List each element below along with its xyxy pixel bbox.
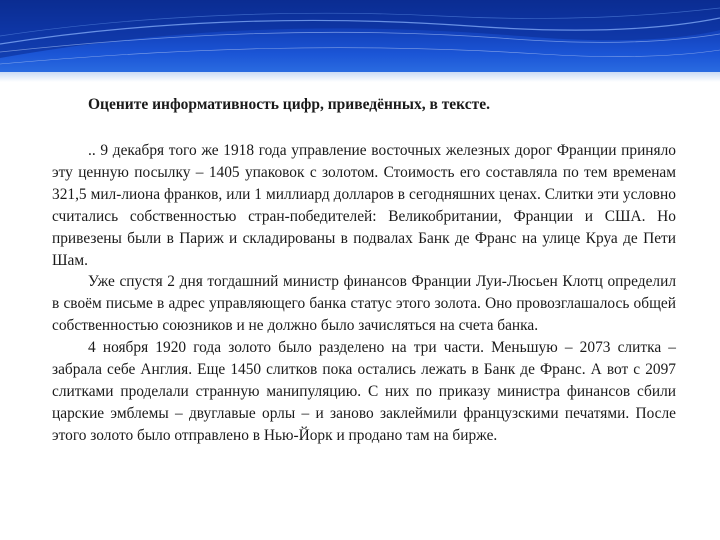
header-decoration: [0, 0, 720, 72]
header-fade: [0, 72, 720, 82]
header-band: [0, 0, 720, 72]
paragraph-3: 4 ноября 1920 года золото было разделено на три части. Меньшую – 2073 слитка – забрала себе Англия. Еще 1450 слитков пока остались лежать в Банк де Франс. А вот с 2097 слитками проделали странную манипуляцию. С них по приказу министра финансов сбили царские эмблемы – двуглавые орлы – и заново заклеймили французскими печатями. После этого золото было отправлено в Нью-Йорк и продано там на бирже.: [52, 339, 676, 444]
slide-heading: Оцените информативность цифр, приведённых, в тексте.: [88, 96, 490, 113]
paragraph-1: .. 9 декабря того же 1918 года управление восточных железных дорог Франции приняло эту ценную посылку – 1405 упаковок с золотом. Стоимость его составляла по тем временам 321,5 мил-лиона франков, или 1 миллиард долларов в сегодняшних ценах. Слитки эти условно считались собственностью стран-победителей: Великобритании, Франции и США. Но привезены были в Париж и складированы в подвалах Банк де Франс на улице Круа де Пети Шам.: [52, 142, 676, 269]
body-text: [52, 140, 676, 447]
paragraph-2: Уже спустя 2 дня тогдашний министр финансов Франции Луи-Люсьен Клотц определил в своём письме в адрес управляющего банка статус этого золота. Оно провозглашалось общей собственностью союзников и не должно было зачисляться на счета банка.: [52, 273, 676, 335]
